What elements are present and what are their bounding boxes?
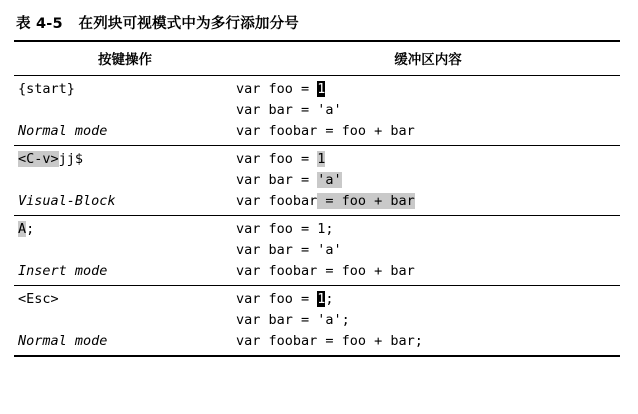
keystroke-highlight: A — [18, 221, 27, 237]
table-row — [14, 76, 620, 146]
keystroke-cell — [14, 146, 232, 216]
mode-label: Visual-Block — [18, 193, 116, 209]
table-row — [14, 146, 620, 216]
buffer-text: var foo = — [236, 291, 318, 307]
table-row — [14, 216, 620, 286]
buffer-text-post: ; — [325, 291, 334, 307]
table-caption: 表 4-5 在列块可视模式中为多行添加分号 — [16, 16, 299, 32]
buffer-text: var foo = — [236, 81, 318, 97]
buffer-line-2 — [236, 170, 620, 191]
buffer-text: var foo = 1; — [236, 221, 334, 237]
keystroke-cell — [14, 76, 232, 146]
keystroke-highlight: <C-v> — [18, 151, 59, 167]
buffer-line-3 — [236, 191, 620, 212]
keystroke-spacer — [18, 310, 232, 331]
mode-label: Normal mode — [18, 123, 108, 139]
keystroke-cell — [14, 216, 232, 286]
table-row — [14, 286, 620, 357]
buffer-cell — [232, 146, 620, 216]
buffer-cell — [232, 286, 620, 357]
keystroke-spacer — [18, 240, 232, 261]
table-head — [14, 41, 620, 76]
mode-label: Normal mode — [18, 333, 108, 349]
table-header-row — [14, 41, 620, 76]
table-bottom-rule-row — [14, 356, 620, 357]
keystroke-rest: jj$ — [58, 151, 84, 167]
buffer-line-3: var foobar = foo + bar — [236, 263, 415, 279]
buffer-text: var foo = — [236, 151, 318, 167]
selection-highlight: 1 — [317, 151, 326, 167]
buffer-line-2: var bar = 'a' — [236, 242, 342, 258]
keystroke-rest: ; — [26, 221, 35, 237]
keystroke-text: {start} — [18, 81, 75, 97]
cursor-block: 1 — [317, 81, 326, 97]
table-bottom-rule-right — [232, 356, 620, 357]
buffer-cell — [232, 76, 620, 146]
keystroke-text: <Esc> — [18, 291, 59, 307]
buffer-line-1 — [236, 289, 620, 310]
table-body — [14, 76, 620, 358]
buffer-line-1 — [236, 149, 620, 170]
table-bottom-rule-left — [14, 356, 232, 357]
buffer-cell — [232, 216, 620, 286]
column-header-buffer: 缓冲区内容 — [232, 41, 620, 76]
keystroke-cell — [14, 286, 232, 357]
selection-highlight: = foo + bar — [317, 193, 415, 209]
keystroke-text — [18, 219, 232, 240]
vim-keystroke-table — [14, 40, 620, 357]
column-header-keystrokes: 按键操作 — [14, 41, 232, 76]
keystroke-spacer — [18, 100, 232, 121]
mode-label: Insert mode — [18, 263, 108, 279]
keystroke-text — [18, 149, 232, 170]
selection-highlight: 'a' — [317, 172, 342, 188]
buffer-line-3: var foobar = foo + bar — [236, 123, 415, 139]
buffer-line-1 — [236, 219, 620, 240]
cursor-block: 1 — [317, 291, 326, 307]
keystroke-spacer — [18, 170, 232, 191]
buffer-line-1 — [236, 79, 620, 100]
buffer-text: var bar = — [236, 172, 318, 188]
buffer-text: var foobar — [236, 193, 318, 209]
buffer-line-3: var foobar = foo + bar; — [236, 333, 423, 349]
buffer-line-2: var bar = 'a'; — [236, 312, 350, 328]
buffer-line-2: var bar = 'a' — [236, 102, 342, 118]
